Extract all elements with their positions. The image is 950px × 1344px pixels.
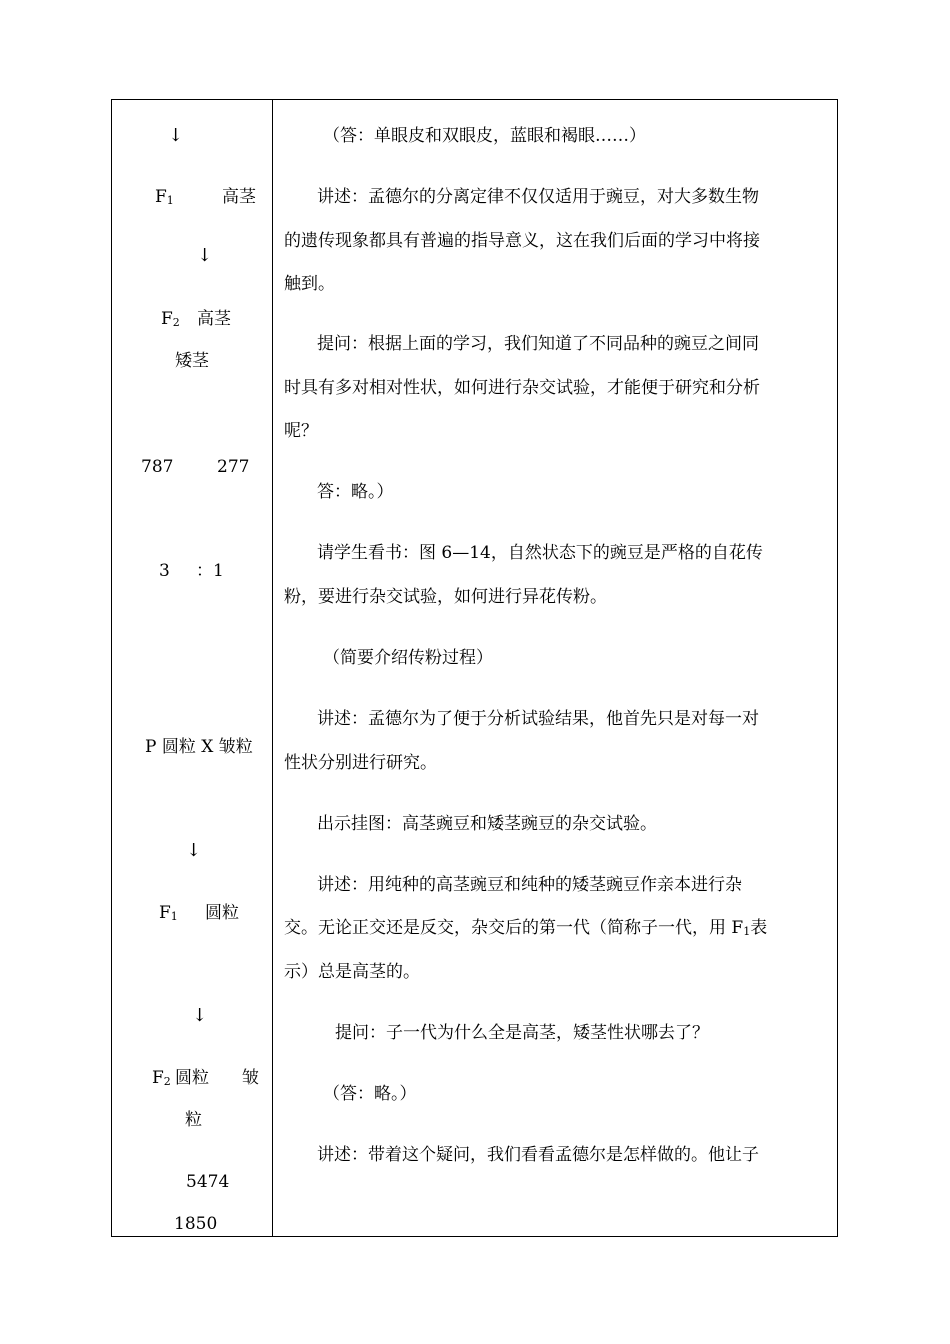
question-line: 提问：子一代为什么全是高茎，矮茎性状哪去了？ — [335, 1023, 709, 1043]
count-dwarf: 277 — [217, 457, 250, 477]
dwarf-stem-label: 矮茎 — [175, 351, 209, 371]
answer-line: （答：略。） — [323, 1084, 417, 1104]
question-line: 时具有多对相对性状，如何进行杂交试验，才能便于研究和分析 — [284, 378, 760, 398]
narration-line: 的遗传现象都具有普遍的指导意义，这在我们后面的学习中将接 — [284, 231, 760, 251]
tall-stem-label: 高茎 — [222, 187, 256, 207]
reading-line: 请学生看书：图 6—14，自然状态下的豌豆是严格的自花传 — [317, 543, 763, 563]
f2-tall-label: 高茎 — [197, 309, 231, 329]
down-arrow-icon: ↓ — [197, 245, 213, 266]
narration-line: 交。无论正交还是反交，杂交后的第一代（简称子一代，用 $F_1$表 — [284, 918, 768, 938]
ratio-right: ：1 — [196, 561, 224, 581]
narration-line: 讲述：孟德尔为了便于分析试验结果，他首先只是对每一对 — [317, 709, 759, 729]
column-divider — [272, 99, 273, 1237]
f2-label: $F_2$ — [152, 1068, 171, 1088]
narration-line: 讲述：带着这个疑问，我们看看孟德尔是怎样做的。他让子 — [317, 1145, 759, 1165]
answer-paragraph: （答：单眼皮和双眼皮，蓝眼和褐眼……） — [323, 126, 646, 146]
narration-line: 触到。 — [284, 274, 335, 294]
f2-label: $F_2$ — [161, 309, 180, 329]
question-line: 呢？ — [284, 421, 318, 441]
down-arrow-icon: ↓ — [168, 125, 184, 146]
wrinkled-label-part2: 粒 — [185, 1110, 202, 1130]
wrinkled-label-part1: 皱 — [242, 1068, 259, 1088]
down-arrow-icon: ↓ — [186, 840, 202, 861]
lesson-table — [111, 99, 838, 1237]
narration-line: 讲述：用纯种的高茎豌豆和纯种的矮茎豌豆作亲本进行杂 — [317, 875, 742, 895]
note-line: （简要介绍传粉过程） — [323, 648, 493, 668]
count-tall: 787 — [141, 457, 174, 477]
ratio-left: 3 — [159, 561, 170, 581]
count-wrinkled: 1850 — [174, 1214, 218, 1234]
question-line: 提问：根据上面的学习，我们知道了不同品种的豌豆之间同 — [317, 334, 759, 354]
count-round: 5474 — [186, 1172, 230, 1192]
f1-label: $F_1$ — [155, 187, 174, 207]
f2-round-label: 圆粒 — [175, 1068, 209, 1088]
display-line: 出示挂图：高茎豌豆和矮茎豌豆的杂交试验。 — [317, 814, 657, 834]
f1-label: $F_1$ — [159, 903, 178, 923]
reading-line: 粉，要进行杂交试验，如何进行异花传粉。 — [284, 587, 607, 607]
round-seed-label: 圆粒 — [205, 903, 239, 923]
down-arrow-icon: ↓ — [192, 1005, 208, 1026]
narration-line: 示）总是高茎的。 — [284, 962, 420, 982]
narration-line: 性状分别进行研究。 — [284, 753, 437, 773]
cross-round-wrinkled: P 圆粒 X 皱粒 — [145, 737, 253, 757]
narration-line: 讲述：孟德尔的分离定律不仅仅适用于豌豆，对大多数生物 — [317, 187, 759, 207]
answer-line: 答：略。） — [317, 482, 394, 502]
